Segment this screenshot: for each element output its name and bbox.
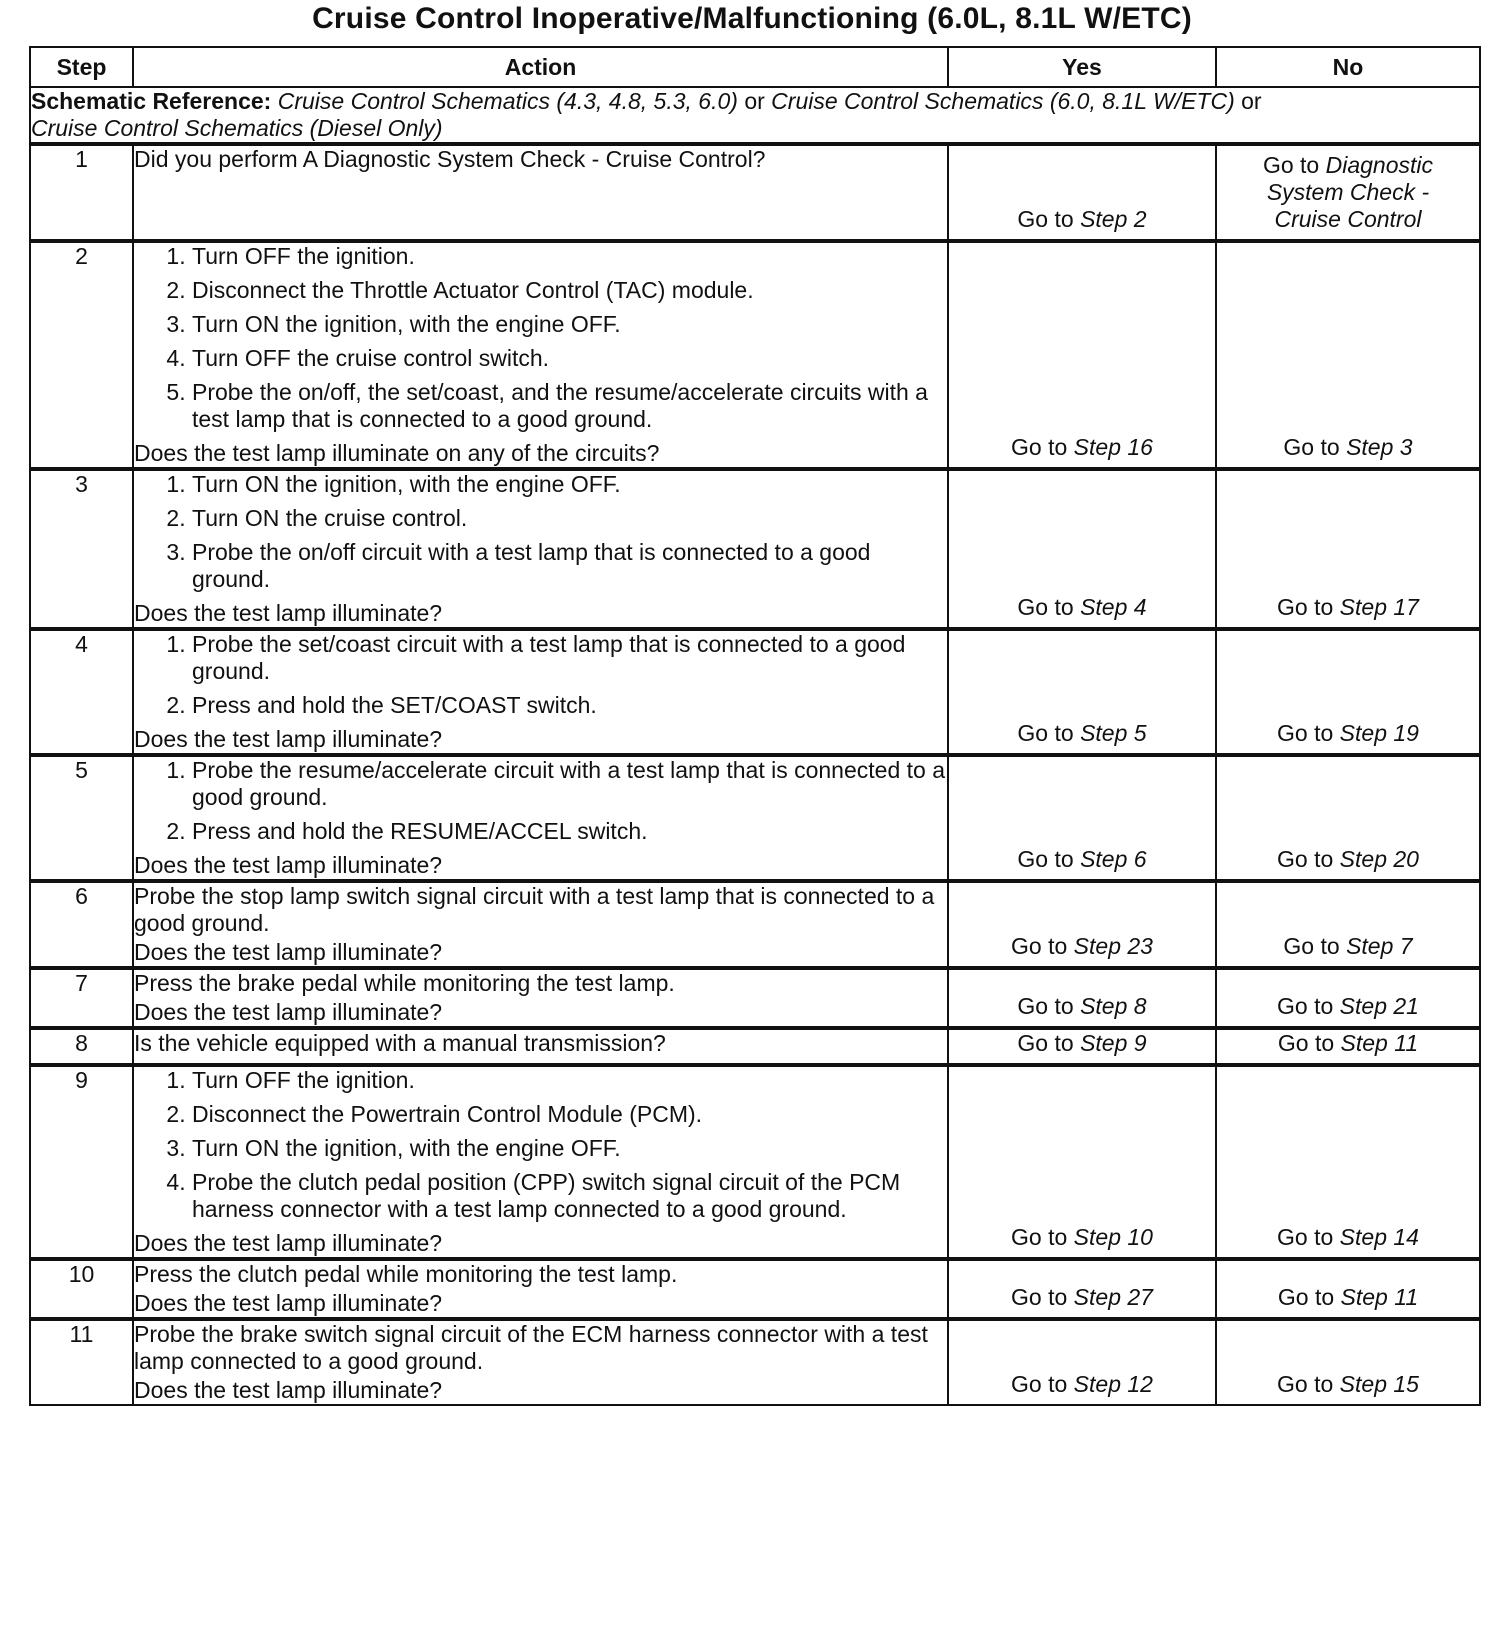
action-text: Probe the stop lamp switch signal circuit with a test lamp that is connected to a good ground. [134,883,935,936]
goto-prefix: Go to [1017,1030,1081,1056]
action-step: 1. Turn OFF the ignition. [192,243,947,270]
goto-prefix: Go to [1277,594,1340,620]
goto-step: Step 3 [1346,434,1413,460]
goto-step: Step 15 [1339,1371,1419,1397]
goto-step: Step 23 [1073,933,1153,959]
goto-prefix: Go to [1283,434,1347,460]
yes-cell [948,469,1216,629]
action-question: Does the test lamp illuminate? [134,1290,443,1316]
no-goto [1217,993,1479,1026]
goto-step: Step 6 [1080,846,1147,872]
diagnostic-table [29,46,1481,1406]
goto-step: Step 11 [1340,1284,1419,1310]
goto-prefix: Go to [1277,1030,1341,1056]
goto-prefix: Go to [1283,933,1347,959]
goto-step: Step 17 [1339,594,1419,620]
goto-target: Cruise Control [1274,206,1422,232]
goto-prefix: Go to [1011,1224,1074,1250]
action-cell [133,629,948,755]
goto-prefix: Go to [1262,152,1326,178]
goto-prefix: Go to [1017,846,1081,872]
no-cell [1216,241,1480,469]
goto-prefix: Go to [1017,720,1081,746]
yes-cell [948,1065,1216,1259]
action-question: Does the test lamp illuminate? [134,1230,443,1256]
header-step: Step [30,47,133,87]
action-question: Does the test lamp illuminate on any of the circuits? [134,440,660,466]
action-steps [134,471,947,593]
goto-prefix: Go to [1277,720,1340,746]
goto-step: Step 21 [1339,993,1419,1019]
no-cell [1216,1065,1480,1259]
no-goto [1217,933,1479,966]
no-goto [1217,434,1479,467]
goto-step: Step 20 [1339,846,1419,872]
action-steps [134,243,947,433]
action-question: Does the test lamp illuminate? [134,999,443,1025]
step-row-4 [30,629,1480,755]
schematic-reference-row [30,87,1480,144]
action-question: Does the test lamp illuminate? [134,852,443,878]
step-row-9 [30,1065,1480,1259]
yes-cell [948,881,1216,968]
header-yes: Yes [948,47,1216,87]
action-step: 4. Probe the clutch pedal position (CPP) switch signal circuit of the PCM harness connector with a test lamp connected to a good ground. [192,1169,947,1223]
no-cell [1216,144,1480,241]
yes-goto [949,206,1215,239]
step-number: 4 [30,629,133,755]
no-goto [1217,846,1479,879]
goto-prefix: Go to [1011,1371,1074,1397]
no-goto [1217,1224,1479,1257]
action-step: 1. Turn ON the ignition, with the engine OFF. [192,471,947,498]
action-step: 4. Turn OFF the cruise control switch. [192,345,947,372]
goto-step: Step 8 [1080,993,1147,1019]
yes-cell [948,968,1216,1028]
action-cell [133,1065,948,1259]
no-cell [1216,1028,1480,1065]
goto-prefix: Go to [1277,1224,1340,1250]
yes-cell [948,1028,1216,1065]
step-number: 2 [30,241,133,469]
action-text: Did you perform A Diagnostic System Check - Cruise Control? [134,146,766,172]
action-text: Probe the brake switch signal circuit of the ECM harness connector with a test lamp connected to a good ground. [134,1321,928,1374]
schematic-ref-1: Cruise Control Schematics (4.3, 4.8, 5.3, 6.0) [277,88,738,114]
no-cell [1216,881,1480,968]
goto-step: Step 10 [1073,1224,1153,1250]
header-no: No [1216,47,1480,87]
action-cell [133,755,948,881]
goto-step: Step 2 [1080,206,1147,232]
yes-cell [948,144,1216,241]
yes-goto [949,1030,1215,1063]
yes-goto [949,993,1215,1026]
action-cell [133,1028,948,1065]
step-row-11 [30,1319,1480,1405]
header-action: Action [133,47,948,87]
action-step: 1. Probe the resume/accelerate circuit with a test lamp that is connected to a good ground. [192,757,947,811]
step-row-5 [30,755,1480,881]
no-goto [1217,1030,1479,1063]
no-cell [1216,629,1480,755]
step-row-10 [30,1259,1480,1319]
action-step: 3. Turn ON the ignition, with the engine OFF. [192,1135,947,1162]
goto-step: Step 19 [1339,720,1419,746]
step-number: 9 [30,1065,133,1259]
yes-goto [949,1224,1215,1257]
step-number: 5 [30,755,133,881]
action-cell [133,968,948,1028]
goto-prefix: Go to [1277,846,1340,872]
goto-step: Step 12 [1073,1371,1153,1397]
action-cell [133,144,948,241]
goto-prefix: Go to [1277,1371,1340,1397]
goto-prefix: Go to [1011,1284,1074,1310]
goto-step: Step 14 [1339,1224,1419,1250]
action-step: 2. Disconnect the Powertrain Control Module (PCM). [192,1101,947,1128]
no-cell [1216,1319,1480,1405]
no-cell [1216,755,1480,881]
action-cell [133,1259,948,1319]
yes-goto [949,720,1215,753]
goto-prefix: Go to [1011,933,1074,959]
step-row-8 [30,1028,1480,1065]
step-number: 7 [30,968,133,1028]
step-row-3 [30,469,1480,629]
goto-prefix: Go to [1277,1284,1341,1310]
action-step: 2. Press and hold the RESUME/ACCEL switch. [192,818,947,845]
action-step: 3. Turn ON the ignition, with the engine OFF. [192,311,947,338]
action-steps [134,1067,947,1223]
action-step: 2. Turn ON the cruise control. [192,505,947,532]
goto-step: Step 9 [1080,1030,1147,1056]
step-number: 10 [30,1259,133,1319]
no-goto-diagnostic [1217,146,1479,239]
action-text: Is the vehicle equipped with a manual transmission? [134,1030,666,1056]
action-cell [133,241,948,469]
goto-step: Step 7 [1346,933,1413,959]
schematic-reference: Schematic Reference: Cruise Control Schematics (4.3, 4.8, 5.3, 6.0) or Cruise Control Schematics (6.0, 8.1L W/ETC) or Cruise Control Schematics (Diesel Only) [30,87,1480,144]
step-number: 11 [30,1319,133,1405]
yes-goto [949,1371,1215,1404]
step-number: 1 [30,144,133,241]
no-cell [1216,968,1480,1028]
goto-prefix: Go to [1017,594,1081,620]
goto-target: System Check - [1266,179,1430,205]
step-row-2 [30,241,1480,469]
goto-step: Step 4 [1080,594,1147,620]
goto-prefix: Go to [1017,993,1081,1019]
goto-prefix: Go to [1277,993,1340,1019]
action-question: Does the test lamp illuminate? [134,1377,443,1403]
yes-cell [948,1259,1216,1319]
no-cell [1216,1259,1480,1319]
action-question: Does the test lamp illuminate? [134,600,443,626]
action-step: 2. Press and hold the SET/COAST switch. [192,692,947,719]
step-number: 6 [30,881,133,968]
header-row [30,47,1480,87]
action-cell [133,881,948,968]
schematic-ref-3: Cruise Control Schematics (Diesel Only) [31,115,443,141]
yes-goto [949,1284,1215,1317]
yes-cell [948,241,1216,469]
yes-goto [949,933,1215,966]
step-row-1 [30,144,1480,241]
yes-goto [949,594,1215,627]
goto-step: Step 16 [1073,434,1153,460]
yes-goto [949,846,1215,879]
no-goto [1217,1284,1479,1317]
schematic-label: Schematic Reference: [31,88,272,114]
step-row-7 [30,968,1480,1028]
goto-step: Step 5 [1080,720,1147,746]
yes-cell [948,629,1216,755]
yes-goto [949,434,1215,467]
page-title: Cruise Control Inoperative/Malfunctioning (6.0L, 8.1L W/ETC) [312,2,1192,35]
action-step: 1. Turn OFF the ignition. [192,1067,947,1094]
action-step: 3. Probe the on/off circuit with a test lamp that is connected to a good ground. [192,539,947,593]
goto-prefix: Go to [1011,434,1074,460]
action-cell [133,469,948,629]
action-text: Press the clutch pedal while monitoring the test lamp. [134,1261,678,1287]
no-goto [1217,594,1479,627]
goto-prefix: Go to [1017,206,1081,232]
step-number: 8 [30,1028,133,1065]
step-row-6 [30,881,1480,968]
schematic-ref-2: Cruise Control Schematics (6.0, 8.1L W/ETC) [771,88,1235,114]
action-question: Does the test lamp illuminate? [134,726,443,752]
goto-step: Step 27 [1073,1284,1153,1310]
yes-cell [948,755,1216,881]
yes-cell [948,1319,1216,1405]
no-goto [1217,720,1479,753]
step-number: 3 [30,469,133,629]
goto-target: Diagnostic [1325,152,1434,178]
no-cell [1216,469,1480,629]
action-step: 1. Probe the set/coast circuit with a test lamp that is connected to a good ground. [192,631,947,685]
goto-step: Step 11 [1340,1030,1419,1056]
action-step: 2. Disconnect the Throttle Actuator Control (TAC) module. [192,277,947,304]
action-question: Does the test lamp illuminate? [134,939,443,965]
action-cell [133,1319,948,1405]
action-text: Press the brake pedal while monitoring the test lamp. [134,970,675,996]
action-steps [134,631,947,719]
action-step: 5. Probe the on/off, the set/coast, and the resume/accelerate circuits with a test lamp that is connected to a good ground. [192,379,947,433]
no-goto [1217,1371,1479,1404]
action-steps [134,757,947,845]
